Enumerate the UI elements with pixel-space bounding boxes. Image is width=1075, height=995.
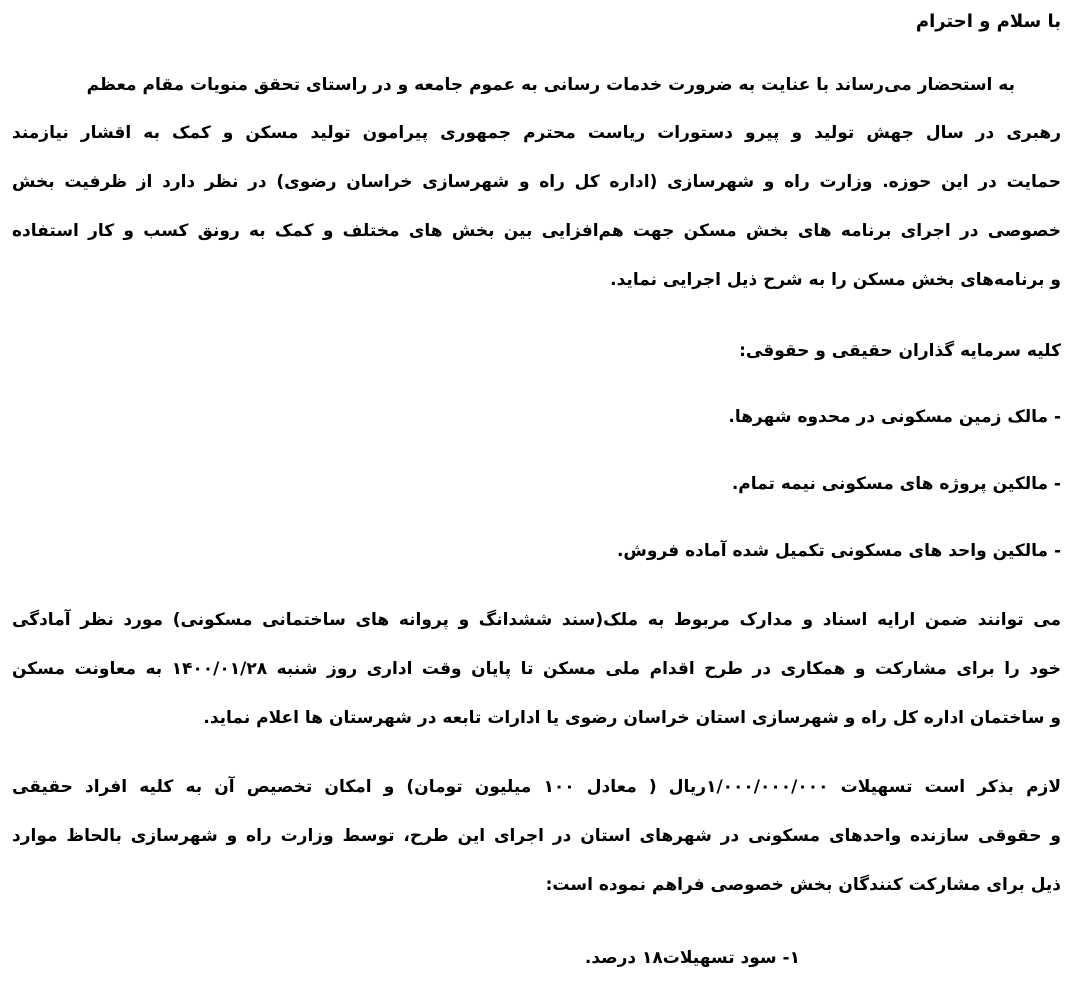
paragraph-1-line-1: به استحضار می‌رساند با عنایت به ضرورت خدمات رسانی به عموم جامعه و در راستای تحقق منویات مقام معظم (86, 75, 1015, 95)
paragraph-1-line-4: خصوصی در اجرای برنامه های بخش مسکن جهت هم‌افزایی بین بخش های مختلف و کمک به رونق کسب و کار استفاده (12, 221, 1061, 241)
investor-list-item: - مالک زمین مسکونی در محدوه شهرها. (728, 407, 1061, 427)
greeting-heading: با سلام و احترام (915, 11, 1061, 32)
investors-intro: کلیه سرمایه گذاران حقیقی و حقوقی: (739, 341, 1061, 361)
paragraph-1-line-3: حمایت در این حوزه. وزارت راه و شهرسازی (اداره کل راه و شهرسازی خراسان رضوی) در نظر دارد از ظرفیت بخش (12, 172, 1061, 192)
investor-list-item: - مالکین پروژه های مسکونی نیمه تمام. (731, 474, 1061, 494)
paragraph-3-line-2: و حقوقی سازنده واحدهای مسکونی در شهرهای استان در اجرای این طرح، توسط وزارت راه و شهرسازی بالحاظ موارد (12, 826, 1061, 846)
paragraph-1-line-2: رهبری در سال جهش تولید و پیرو دستورات ریاست محترم جمهوری پیرامون تولید مسکن و کمک به اقشار نیازمند (12, 123, 1061, 143)
paragraph-1-line-5: و برنامه‌های بخش مسکن را به شرح ذیل اجرایی نماید. (610, 270, 1061, 290)
paragraph-3-line-3: ذیل برای مشارکت کنندگان بخش خصوصی فراهم نموده است: (545, 875, 1061, 895)
paragraph-2-line-1: می توانند ضمن ارایه اسناد و مدارک مربوط به ملک(سند ششدانگ و پروانه های ساختمانی مسکونی) مورد نظر آمادگی (12, 610, 1061, 630)
paragraph-3-line-1: لازم بذکر است تسهیلات ۱/۰۰۰/۰۰۰/۰۰۰ریال ( معادل ۱۰۰ میلیون تومان) و امکان تخصیص آن به کلیه افراد حقیقی (12, 777, 1061, 797)
paragraph-2-line-2: خود را برای مشارکت و همکاری در طرح اقدام ملی مسکن تا پایان وقت اداری روز شنبه ۱۴۰۰/۰۱/۲۸ به معاونت مسکن (12, 659, 1061, 679)
investor-list-item: - مالکین واحد های مسکونی تکمیل شده آماده فروش. (616, 541, 1061, 561)
paragraph-2-line-3: و ساختمان اداره کل راه و شهرسازی استان خراسان رضوی یا ادارات تابعه در شهرستان ها اعلام نماید. (203, 708, 1061, 728)
numbered-list-item: ۱- سود تسهیلات۱۸ درصد. (584, 948, 800, 968)
